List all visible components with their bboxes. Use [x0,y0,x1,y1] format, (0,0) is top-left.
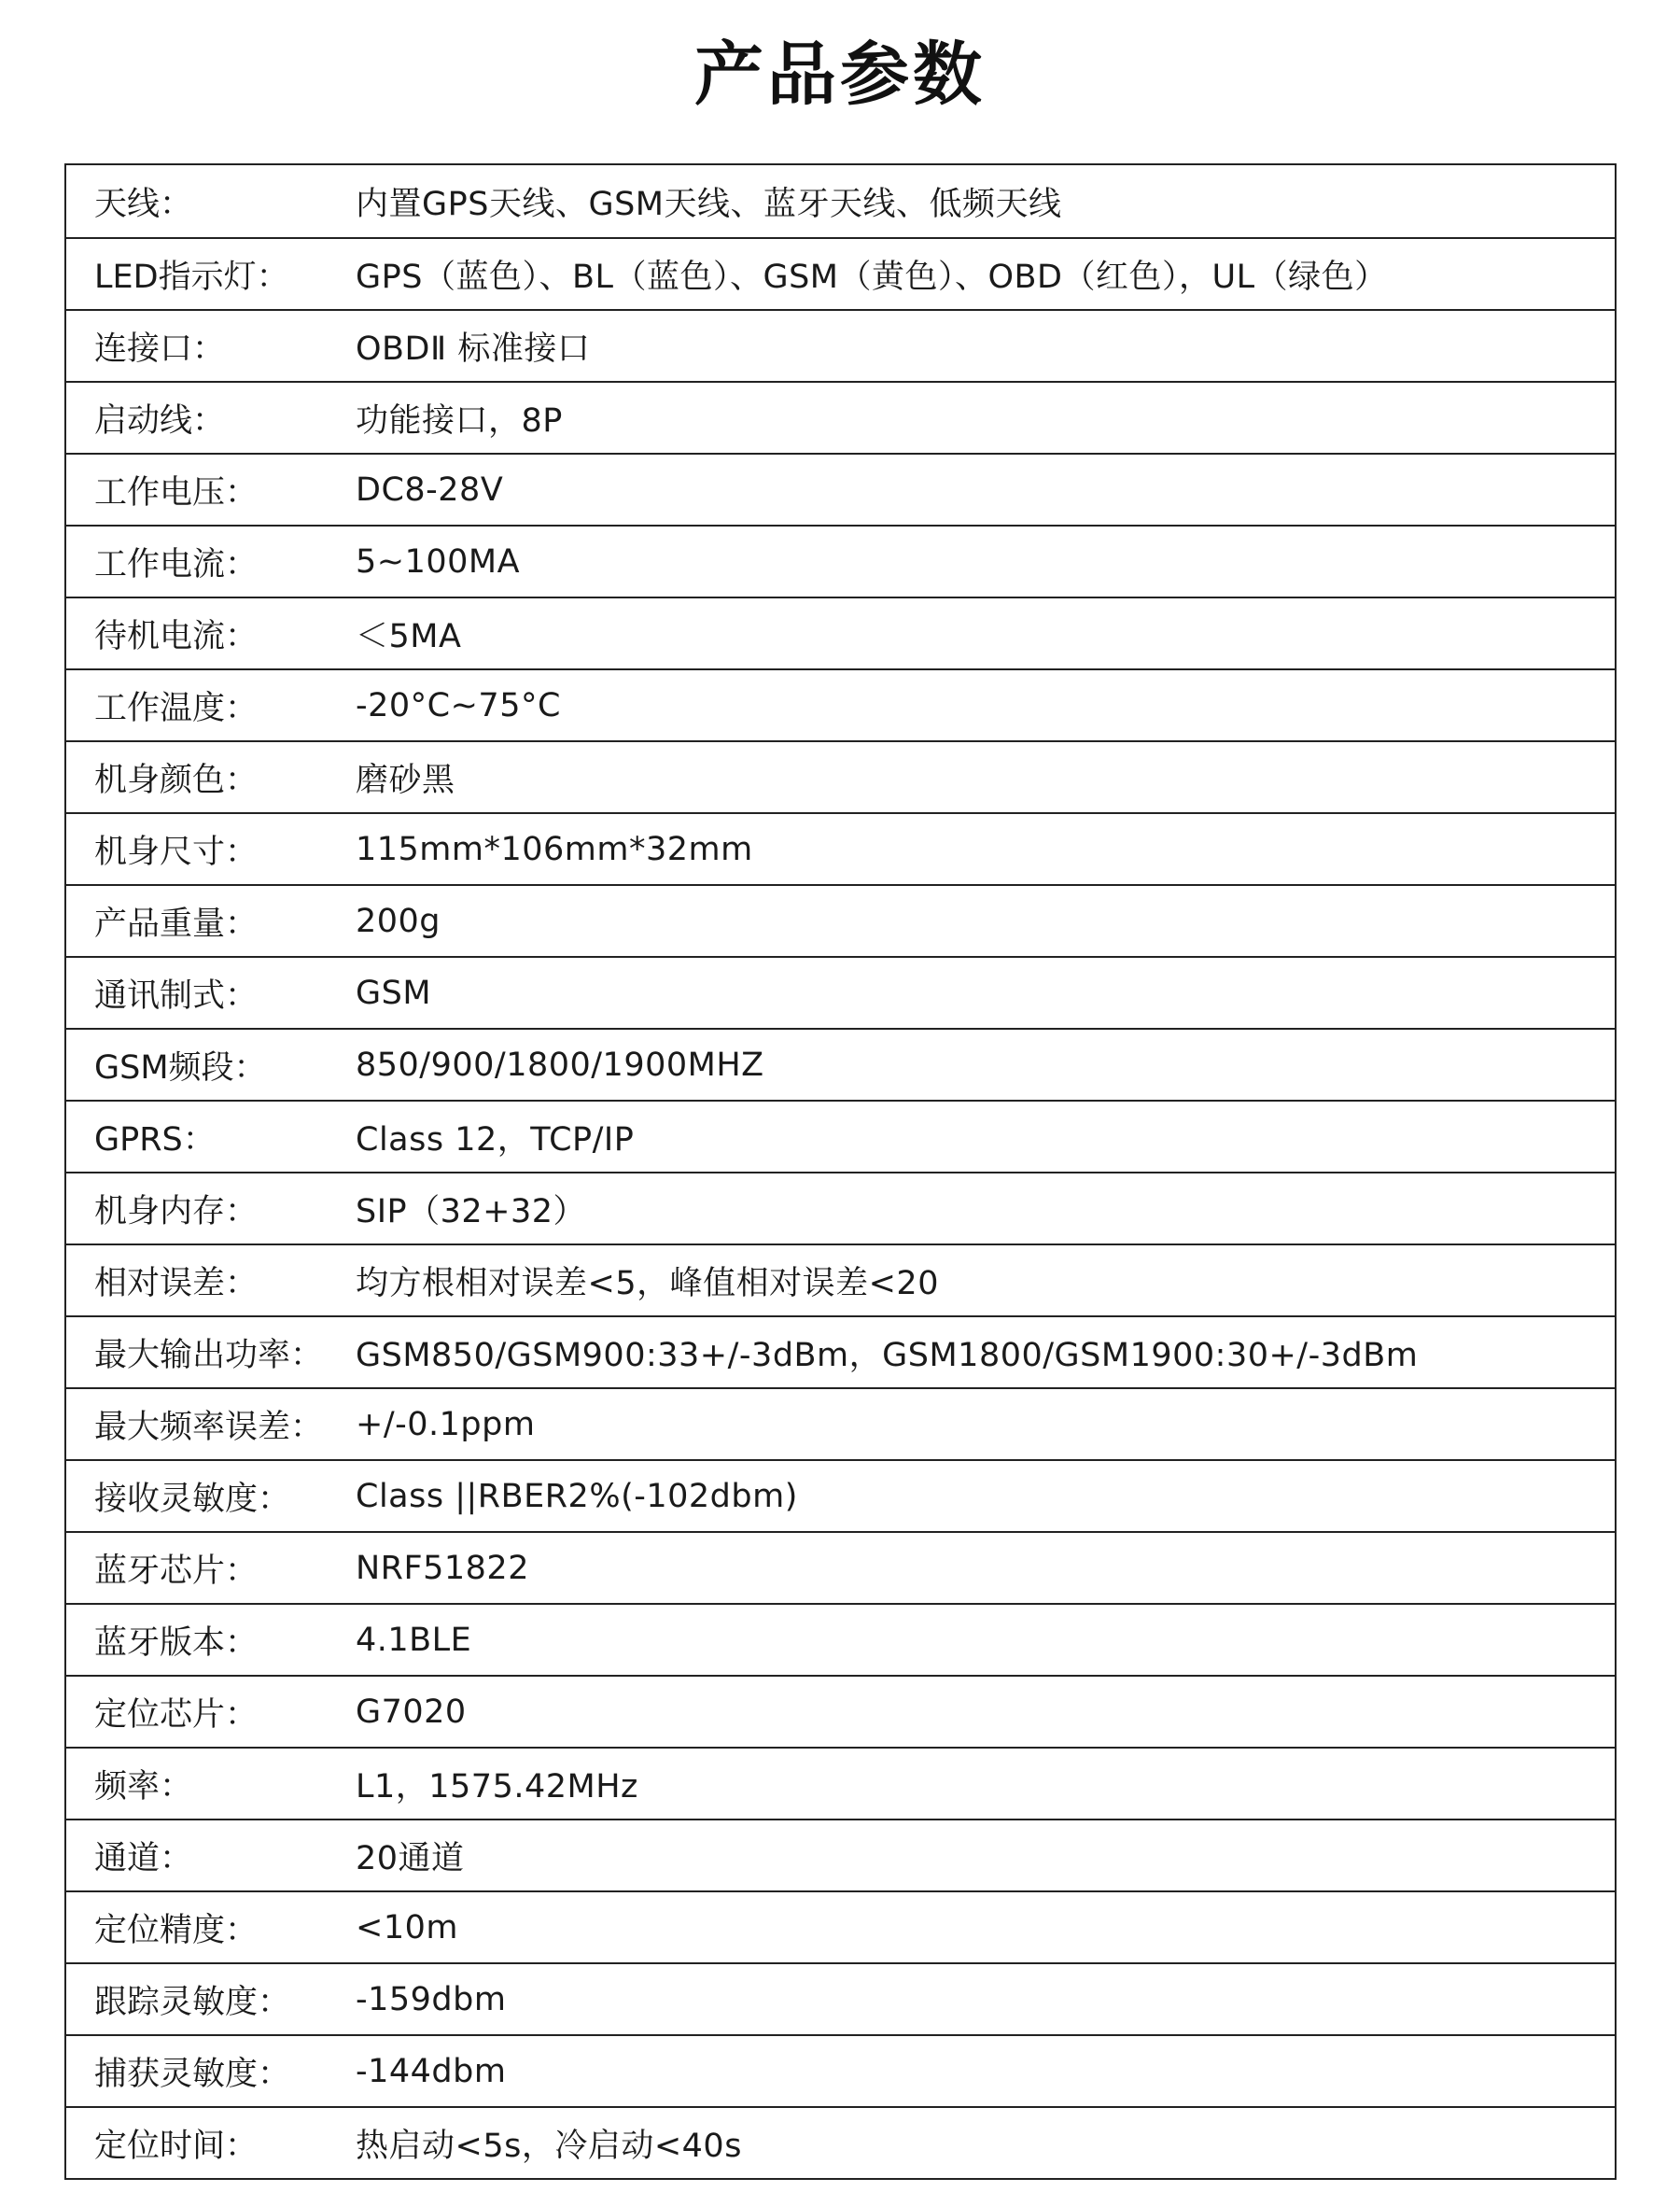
spec-value: ＜5MA [356,617,462,655]
spec-row-weight [66,884,1615,956]
spec-label: 定位精度： [94,1911,259,1949]
spec-value: Class ||RBER2%(-102dbm) [356,1477,798,1515]
spec-label: 蓝牙版本： [94,1623,259,1662]
spec-row-bluetooth-chip [66,1531,1615,1603]
spec-row-positioning-chip [66,1675,1615,1747]
spec-label: LED指示灯： [94,258,289,296]
spec-value: 功能接口，8P [356,401,563,440]
spec-label: 连接口： [94,330,226,368]
spec-value: 磨砂黑 [356,761,455,799]
spec-value: <10m [356,1908,458,1946]
spec-label: 定位时间： [94,2127,259,2165]
spec-value: L1，1575.42MHz [356,1767,638,1806]
spec-row-antenna [66,165,1615,237]
spec-row-positioning-accuracy [66,1890,1615,1962]
spec-row-temperature [66,668,1615,740]
spec-value: -144dbm [356,2052,507,2090]
spec-value: OBDⅡ 标准接口 [356,330,591,368]
spec-value: GSM [356,974,432,1012]
spec-value: 热启动<5s，冷启动<40s [356,2127,742,2165]
spec-label: 频率： [94,1767,193,1806]
spec-value: GPS（蓝色）、BL（蓝色）、GSM（黄色）、OBD（红色），UL（绿色） [356,258,1388,296]
spec-label: 捕获灵敏度： [94,2055,291,2093]
spec-label: 启动线： [94,401,226,440]
spec-row-dimensions [66,812,1615,884]
spec-row-gsm-bands [66,1028,1615,1100]
spec-value: 内置GPS天线、GSM天线、蓝牙天线、低频天线 [356,185,1062,223]
spec-label: 最大输出功率： [94,1336,324,1374]
spec-row-standby-current [66,597,1615,668]
spec-table [64,163,1617,2180]
spec-value: NRF51822 [356,1549,529,1587]
spec-label: GPRS： [94,1120,216,1159]
spec-label: 定位芯片： [94,1695,259,1734]
spec-label: 最大频率误差： [94,1408,324,1446]
spec-value: DC8-28V [356,471,504,509]
spec-label: 机身尺寸： [94,833,259,871]
page-title: 产品参数 [694,35,986,115]
spec-label: GSM频段： [94,1048,267,1087]
spec-row-acquisition-sensitivity [66,2034,1615,2106]
spec-value: 115mm*106mm*32mm [356,830,753,868]
spec-label: 相对误差： [94,1264,259,1302]
spec-value: +/-0.1ppm [356,1405,536,1443]
spec-row-ignition-wire [66,381,1615,453]
spec-row-bluetooth-version [66,1603,1615,1675]
spec-row-receive-sensitivity [66,1459,1615,1531]
spec-value: GSM850/GSM900:33+/-3dBm，GSM1800/GSM1900:30+/-3dBm [356,1336,1419,1374]
spec-value: 850/900/1800/1900MHZ [356,1046,764,1084]
spec-row-positioning-time [66,2106,1615,2178]
spec-label: 蓝牙芯片： [94,1552,259,1590]
spec-label: 待机电流： [94,617,259,655]
spec-label: 机身内存： [94,1192,259,1230]
spec-value: -20°C~75°C [356,686,561,724]
spec-label: 机身颜色： [94,761,259,799]
spec-label: 工作电压： [94,473,259,512]
spec-label: 通道： [94,1839,193,1877]
spec-label: 接收灵敏度： [94,1480,291,1518]
spec-label: 跟踪灵敏度： [94,1983,291,2021]
spec-row-channels [66,1819,1615,1890]
spec-row-max-frequency-error [66,1387,1615,1459]
spec-value: Class 12，TCP/IP [356,1120,635,1159]
spec-label: 天线： [94,185,193,223]
spec-row-max-output-power [66,1315,1615,1387]
spec-row-led [66,237,1615,309]
spec-row-relative-error [66,1244,1615,1315]
spec-row-network [66,956,1615,1028]
spec-row-connector [66,309,1615,381]
spec-value: 5~100MA [356,542,521,581]
spec-label: 通讯制式： [94,977,259,1015]
spec-value: 均方根相对误差<5，峰值相对误差<20 [356,1264,939,1302]
spec-value: 200g [356,902,441,940]
spec-row-current [66,525,1615,597]
spec-row-memory [66,1172,1615,1244]
spec-value: 20通道 [356,1839,465,1877]
spec-row-voltage [66,453,1615,525]
spec-value: G7020 [356,1693,467,1731]
spec-row-frequency [66,1747,1615,1819]
spec-label: 工作电流： [94,545,259,583]
spec-row-tracking-sensitivity [66,1962,1615,2034]
spec-row-color [66,740,1615,812]
spec-value: -159dbm [356,1980,507,2018]
spec-label: 产品重量： [94,905,259,943]
spec-label: 工作温度： [94,689,259,727]
spec-value: SIP（32+32） [356,1192,587,1230]
spec-value: 4.1BLE [356,1621,472,1659]
spec-row-gprs [66,1100,1615,1172]
